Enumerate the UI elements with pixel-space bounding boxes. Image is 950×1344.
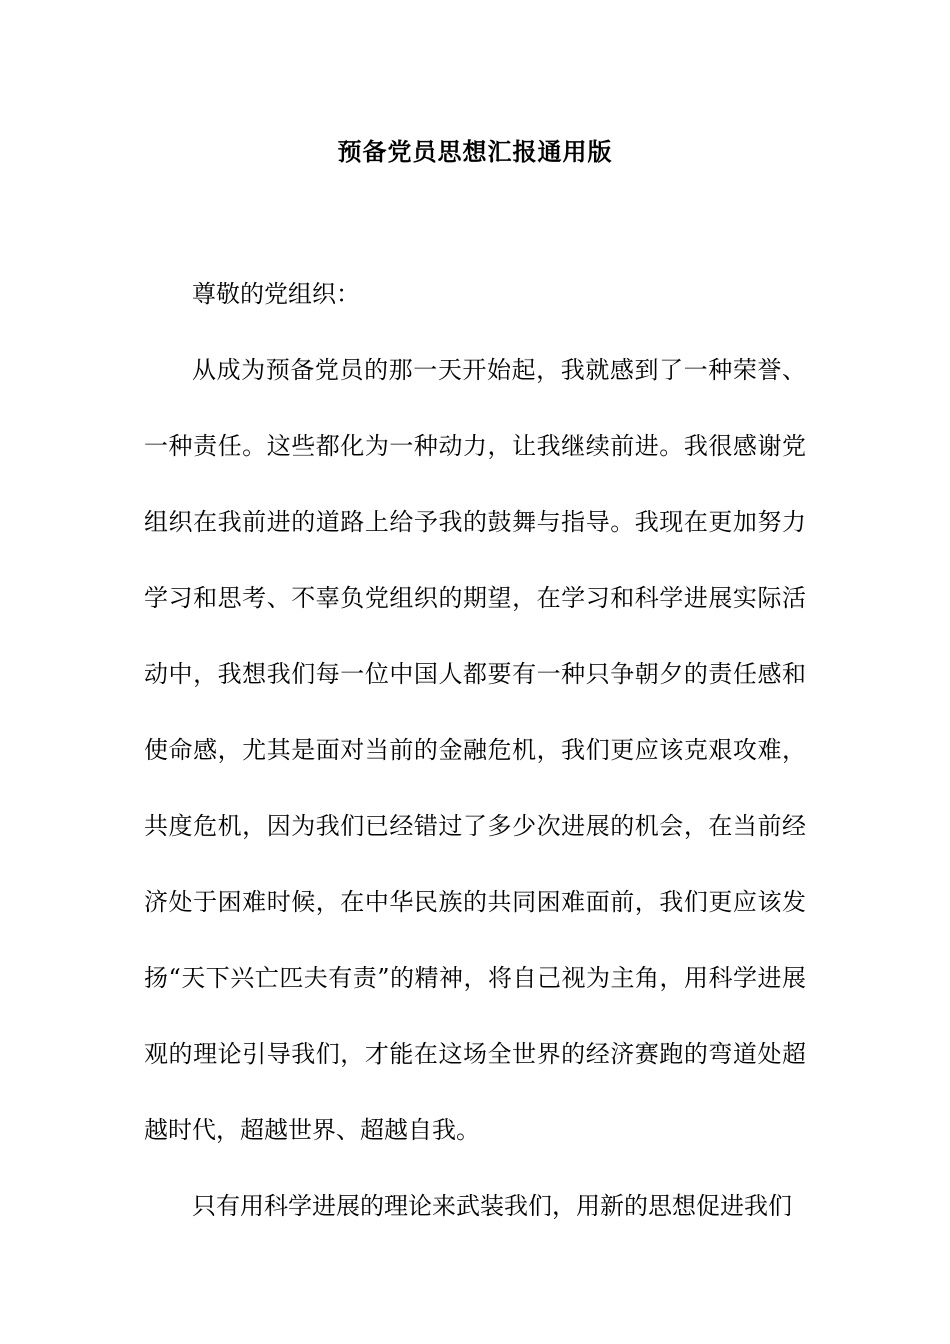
document-body <box>144 256 806 1244</box>
paragraph-1: 从成为预备党员的那一天开始起，我就感到了一种荣誉、一种责任。这些都化为一种动力，让我继续前进。我很感谢党组织在我前进的道路上给予我的鼓舞与指导。我现在更加努力学习和思考、不辜负党组织的期望，在学习和科学进展实际活动中，我想我们每一位中国人都要有一种只争朝夕的责任感和使命感，尤其是面对当前的金融危机，我们更应该克艰攻难，共度危机，因为我们已经错过了多少次进展的机会，在当前经济处于困难时候，在中华民族的共同困难面前，我们更应该发扬“天下兴亡匹夫有责”的精神，将自己视为主角，用科学进展观的理论引导我们，才能在这场全世界的经济赛跑的弯道处超越时代，超越世界、超越自我。 <box>144 356 806 1144</box>
salutation: 尊敬的党组织： <box>192 280 360 308</box>
paragraph-2: 只有用科学进展的理论来武装我们，用新的思想促进我们 <box>192 1192 792 1220</box>
document-title: 预备党员思想汇报通用版 <box>337 137 613 166</box>
